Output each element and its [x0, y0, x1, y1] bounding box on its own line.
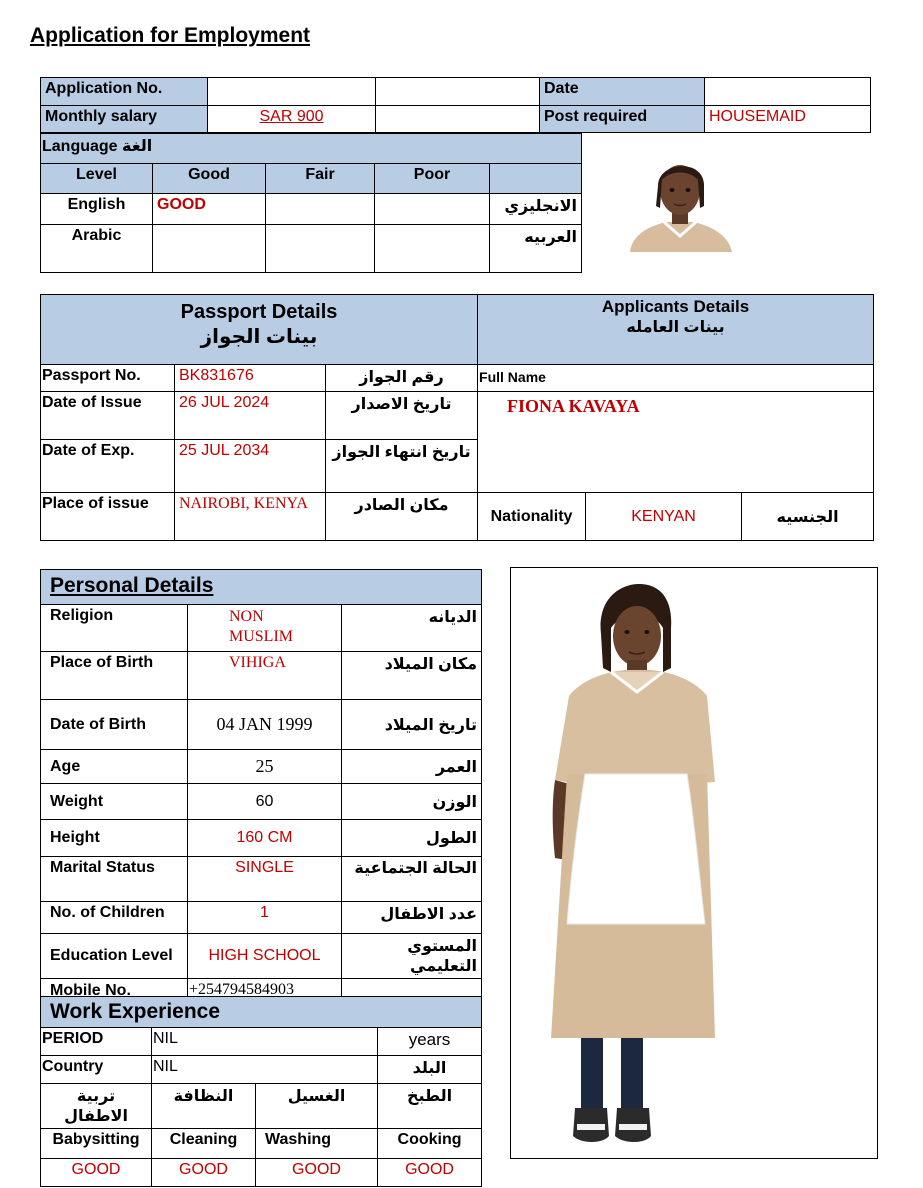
- full-body-photo-frame: [510, 567, 878, 1159]
- language-poor: [375, 194, 490, 225]
- date-of-issue-value: 26 JUL 2024: [175, 392, 326, 440]
- passport-heading: [41, 295, 478, 365]
- skill-washing: Washing: [256, 1129, 378, 1159]
- date-of-exp-arabic: تاريخ انتهاء الجواز: [326, 440, 478, 493]
- date-of-issue-arabic: تاريخ الاصدار: [326, 392, 478, 440]
- language-name: English: [41, 194, 153, 225]
- applicant-heading: [478, 295, 874, 365]
- place-of-issue-value: NAIROBI, KENYA: [175, 493, 326, 541]
- portrait-photo: [622, 150, 738, 252]
- height-value: 160 CM: [188, 820, 342, 857]
- language-col-fair: Fair: [266, 164, 375, 194]
- skill-level-washing: GOOD: [256, 1159, 378, 1187]
- skill-level-cleaning: GOOD: [152, 1159, 256, 1187]
- date-of-issue-label: Date of Issue: [41, 392, 175, 440]
- period-label: PERIOD: [41, 1028, 152, 1056]
- age-value: 25: [188, 750, 342, 784]
- children-label: No. of Children: [41, 902, 188, 934]
- nationality-label: Nationality: [478, 493, 586, 541]
- work-experience-table: [40, 996, 482, 1187]
- period-value: NIL: [152, 1028, 378, 1056]
- religion-label: Religion: [41, 605, 188, 652]
- country-arabic: البلد: [378, 1056, 482, 1084]
- weight-label: Weight: [41, 784, 188, 820]
- education-label: Education Level: [41, 934, 188, 979]
- age-label: Age: [41, 750, 188, 784]
- language-col-arabic: [490, 164, 582, 194]
- date-of-exp-label: Date of Exp.: [41, 440, 175, 493]
- place-of-issue-label: Place of issue: [41, 493, 175, 541]
- personal-details-heading: Personal Details: [50, 574, 214, 597]
- skill-babysitting: Babysitting: [41, 1129, 152, 1159]
- application-no-label: Application No.: [41, 78, 208, 106]
- date-of-birth-value: 04 JAN 1999: [188, 700, 342, 750]
- passport-applicant-table: [40, 294, 874, 541]
- skill-level-cooking: GOOD: [378, 1159, 482, 1187]
- children-value: 1: [188, 902, 342, 934]
- language-poor: [375, 225, 490, 273]
- work-experience-heading: Work Experience: [41, 997, 482, 1028]
- language-arabic-label: العربيه: [490, 225, 582, 273]
- language-col-good: Good: [153, 164, 266, 194]
- skill-arabic-cooking: الطبخ: [378, 1084, 482, 1129]
- religion-arabic: الديانه: [342, 605, 482, 652]
- language-col-level: Level: [41, 164, 153, 194]
- date-of-exp-value: 25 JUL 2034: [175, 440, 326, 493]
- weight-arabic: الوزن: [342, 784, 482, 820]
- skill-cleaning: Cleaning: [152, 1129, 256, 1159]
- mobile-value: +254794584903: [188, 979, 342, 1003]
- language-fair: [266, 194, 375, 225]
- height-arabic: الطول: [342, 820, 482, 857]
- post-required-label: Post required: [540, 106, 705, 133]
- children-arabic: عدد الاطفال: [342, 902, 482, 934]
- passport-no-label: Passport No.: [41, 365, 175, 392]
- passport-heading-en: Passport Details: [180, 301, 338, 323]
- skill-arabic-cleaning: النظافة: [152, 1084, 256, 1129]
- language-name: Arabic: [41, 225, 153, 273]
- education-value: HIGH SCHOOL: [188, 934, 342, 979]
- weight-value: 60: [188, 784, 342, 820]
- skill-arabic-babysitting: تربية الاطفال: [41, 1084, 152, 1129]
- skill-cooking: Cooking: [378, 1129, 482, 1159]
- passport-no-arabic: رقم الجواز: [326, 365, 478, 392]
- date-of-birth-label: Date of Birth: [41, 700, 188, 750]
- passport-heading-ar: بينات الجواز: [200, 326, 318, 348]
- post-required-value: HOUSEMAID: [705, 106, 871, 133]
- applicant-heading-en: Applicants Details: [601, 297, 750, 316]
- language-heading: Language الغة: [41, 134, 582, 164]
- application-no-extra: [376, 78, 540, 106]
- height-label: Height: [41, 820, 188, 857]
- full-name-value: FIONA KAVAYA: [478, 392, 874, 493]
- date-label: Date: [540, 78, 705, 106]
- country-label: Country: [41, 1056, 152, 1084]
- language-fair: [266, 225, 375, 273]
- date-of-birth-arabic: تاريخ الميلاد: [342, 700, 482, 750]
- place-of-birth-arabic: مكان الميلاد: [342, 652, 482, 700]
- nationality-arabic: الجنسيه: [742, 493, 874, 541]
- language-row-english: [41, 194, 582, 225]
- mobile-label: Mobile No.: [41, 979, 188, 1003]
- language-good: [153, 225, 266, 273]
- language-row-arabic: [41, 225, 582, 273]
- age-arabic: العمر: [342, 750, 482, 784]
- place-of-birth-label: Place of Birth: [41, 652, 188, 700]
- applicant-heading-ar: بينات العامله: [626, 319, 725, 336]
- skill-level-babysitting: GOOD: [41, 1159, 152, 1187]
- religion-value: NON MUSLIM: [188, 605, 342, 652]
- marital-status-value: SINGLE: [188, 857, 342, 902]
- application-info-table: [40, 77, 871, 133]
- marital-status-label: Marital Status: [41, 857, 188, 902]
- monthly-salary-extra: [376, 106, 540, 133]
- monthly-salary-label: Monthly salary: [41, 106, 208, 133]
- page-title: Application for Employment: [30, 24, 311, 47]
- full-body-photo: [511, 568, 877, 1158]
- place-of-birth-value: VIHIGA: [188, 652, 342, 700]
- language-arabic-label: الانجليزي: [490, 194, 582, 225]
- full-name-label: Full Name: [478, 365, 874, 392]
- language-col-poor: Poor: [375, 164, 490, 194]
- nationality-value: KENYAN: [586, 493, 742, 541]
- monthly-salary-value: SAR 900: [208, 106, 376, 133]
- place-of-issue-arabic: مكان الصادر: [326, 493, 478, 541]
- personal-details-table: [40, 569, 482, 1003]
- passport-no-value: BK831676: [175, 365, 326, 392]
- language-good: GOOD: [153, 194, 266, 225]
- date-field[interactable]: [705, 78, 871, 106]
- skill-arabic-washing: الغسيل: [256, 1084, 378, 1129]
- period-unit: years: [378, 1028, 482, 1056]
- application-no-field[interactable]: [208, 78, 376, 106]
- education-arabic: المستوي التعليمي: [342, 934, 482, 979]
- language-table: [40, 133, 582, 273]
- country-value: NIL: [152, 1056, 378, 1084]
- marital-status-arabic: الحالة الجتماعية: [342, 857, 482, 902]
